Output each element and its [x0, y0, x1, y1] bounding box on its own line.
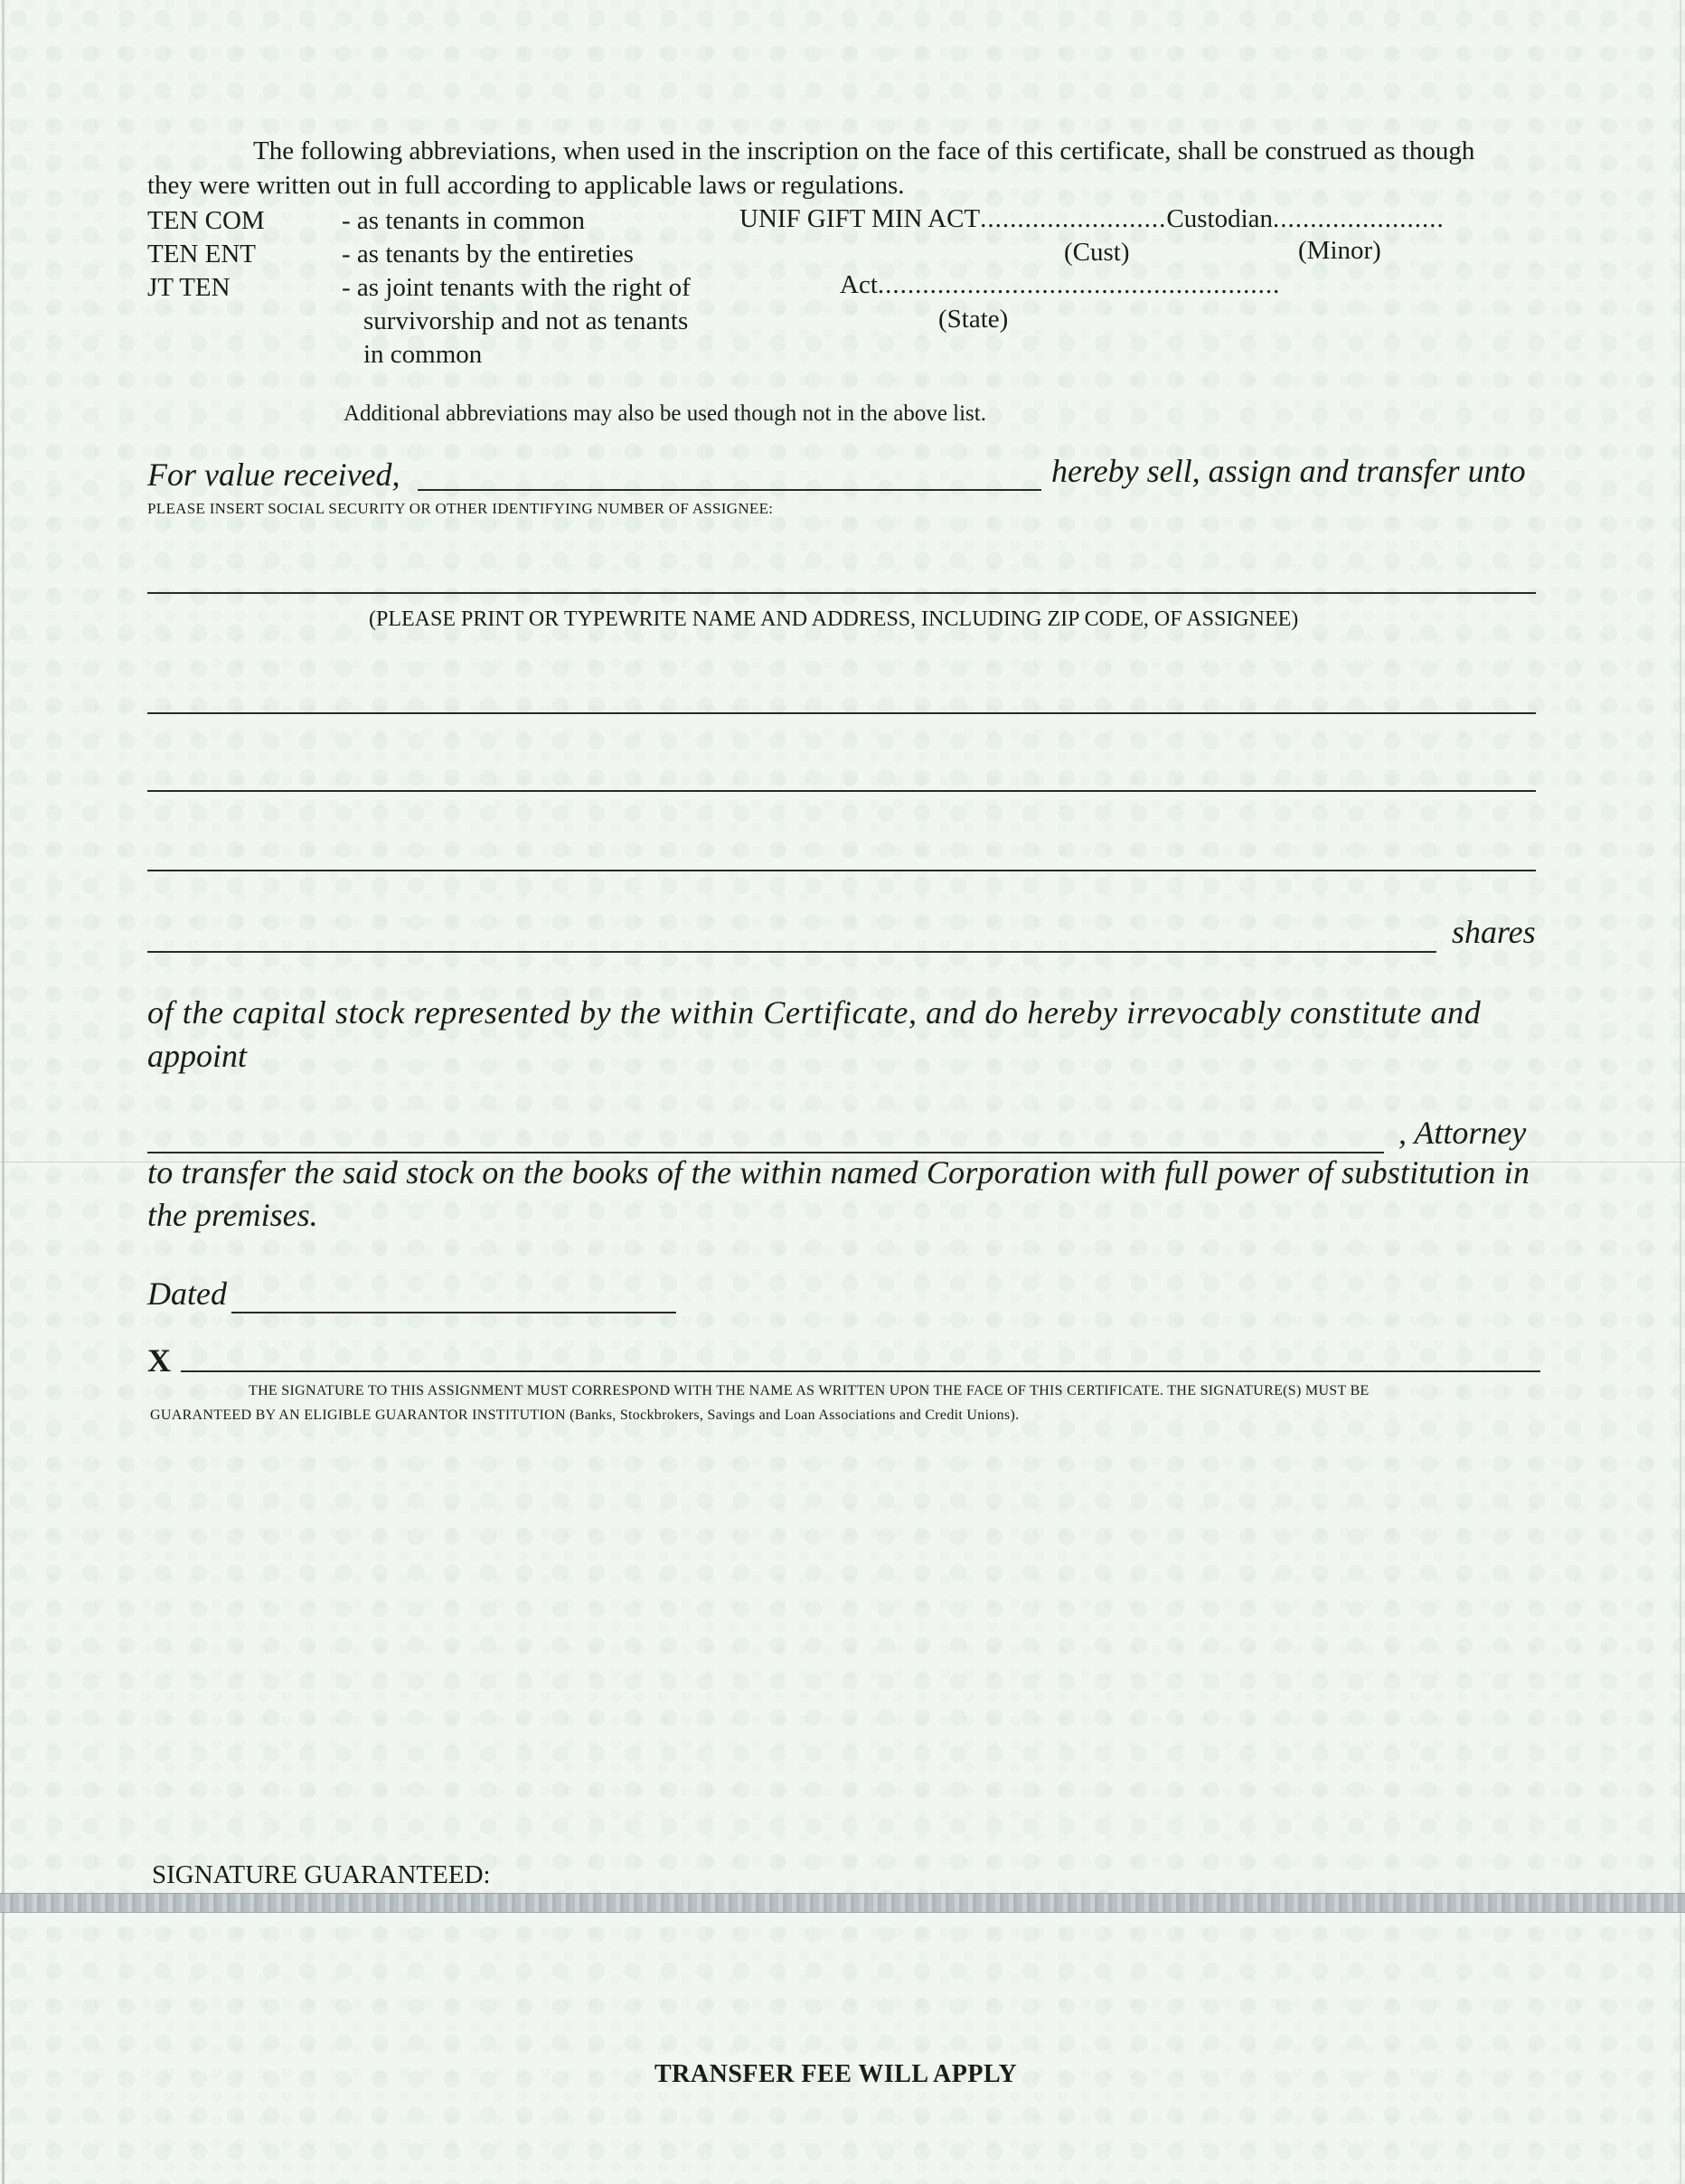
signature-note-line2: GUARANTEED BY AN ELIGIBLE GUARANTOR INSTITUTION (Banks, Stockbrokers, Savings and Loan Associations and Credit Unions).	[150, 1407, 1020, 1423]
assignor-line[interactable]	[418, 489, 1041, 491]
assignee-ssn-line[interactable]	[147, 592, 1536, 594]
transfer-line2: the premises.	[147, 1197, 318, 1233]
abbr-meaning-ten-ent: - as tenants by the entireties	[342, 240, 634, 268]
jt-ten-continuation-line2: in common	[363, 340, 483, 369]
signature-guarantee-band	[0, 1893, 1685, 1913]
minor-caption: (Minor)	[1298, 236, 1381, 265]
hereby-sell-label: hereby sell, assign and transfer unto	[1051, 453, 1526, 489]
transfer-line1: to transfer the said stock on the books of the within named Corporation with full power of substitution in	[147, 1154, 1530, 1191]
dated-label: Dated	[147, 1276, 227, 1312]
abbr-code-ten-com: TEN COM	[147, 206, 265, 235]
ssn-caption: PLEASE INSERT SOCIAL SECURITY OR OTHER IDENTIFYING NUMBER OF ASSIGNEE:	[147, 500, 774, 517]
jt-ten-continuation-line1: survivorship and not as tenants	[363, 306, 689, 335]
capital-stock-line2: appoint	[147, 1038, 248, 1074]
assignee-address-line-2[interactable]	[147, 790, 1536, 792]
signature-note-line1: THE SIGNATURE TO THIS ASSIGNMENT MUST CORRESPOND WITH THE NAME AS WRITTEN UPON THE FACE OF THIS CERTIFICATE. THE SIGNATURE(S) MUST BE	[249, 1383, 1370, 1398]
for-value-received-label: For value received,	[147, 457, 400, 493]
abbr-code-jt-ten: JT TEN	[147, 273, 231, 302]
right-page-edge	[1680, 0, 1681, 2184]
assignee-address-line-3[interactable]	[147, 870, 1536, 871]
cust-caption: (Cust)	[1064, 238, 1130, 267]
abbr-code-ten-ent: TEN ENT	[147, 240, 256, 268]
unif-gift-min-act-row: UNIF GIFT MIN ACT.........................Custodian.......................	[739, 204, 1445, 233]
abbreviations-intro-line2: they were written out in full according to applicable laws or regulations.	[147, 171, 905, 200]
shares-label: shares	[1452, 914, 1536, 950]
signature-x-mark: X	[147, 1342, 171, 1379]
additional-abbreviations-note: Additional abbreviations may also be used though not in the above list.	[344, 401, 986, 426]
attorney-label: , Attorney	[1398, 1115, 1527, 1151]
transfer-fee-notice: TRANSFER FEE WILL APPLY	[654, 2060, 1018, 2088]
assignee-address-line-1[interactable]	[147, 712, 1536, 714]
signature-guaranteed-label: SIGNATURE GUARANTEED:	[152, 1860, 491, 1889]
abbr-meaning-ten-com: - as tenants in common	[342, 206, 586, 235]
signature-line[interactable]	[181, 1370, 1540, 1372]
shares-count-line[interactable]	[147, 951, 1436, 953]
dated-line[interactable]	[231, 1312, 676, 1313]
name-address-caption: (PLEASE PRINT OR TYPEWRITE NAME AND ADDRESS, INCLUDING ZIP CODE, OF ASSIGNEE)	[369, 607, 1299, 631]
left-page-edge	[2, 0, 5, 2184]
capital-stock-line1: of the capital stock represented by the within Certificate, and do hereby irrevocably constitute and	[147, 994, 1482, 1031]
abbr-meaning-jt-ten: - as joint tenants with the right of	[342, 273, 691, 302]
abbreviations-intro-line1: The following abbreviations, when used in the inscription on the face of this certificate, shall be construed as though	[253, 136, 1475, 165]
custodian-label: Custodian	[1166, 204, 1274, 233]
state-caption: (State)	[938, 305, 1009, 334]
act-row: Act......................................................	[840, 270, 1281, 299]
act-label: Act	[840, 270, 878, 299]
unif-gift-label: UNIF GIFT MIN ACT	[739, 204, 981, 233]
